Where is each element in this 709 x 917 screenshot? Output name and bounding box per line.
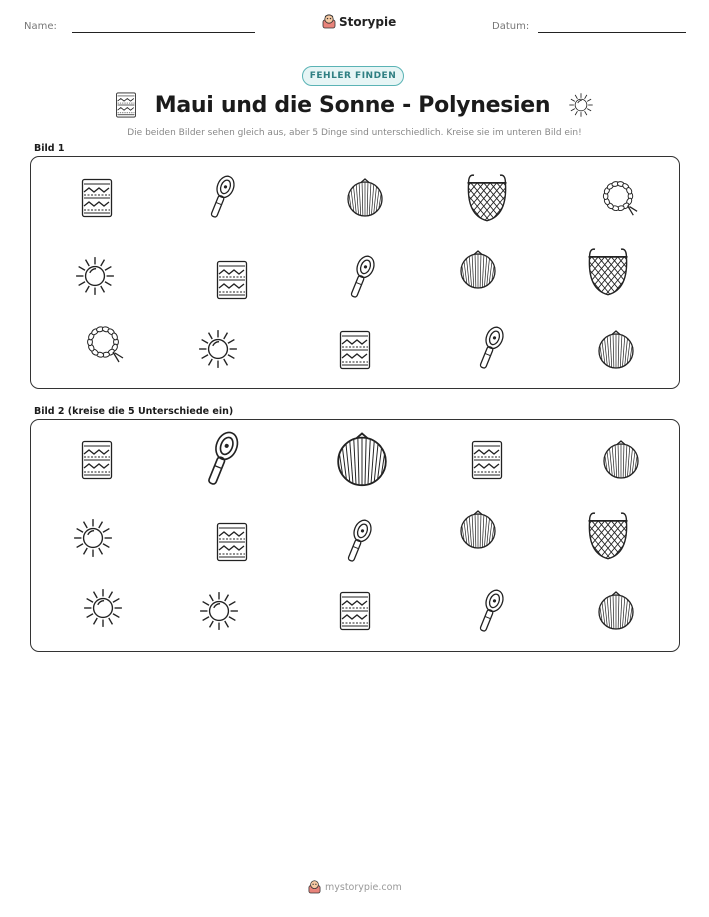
brand-logo <box>322 14 396 29</box>
footer <box>308 880 402 894</box>
sun-icon <box>74 255 116 297</box>
woven-net-bag-icon <box>585 246 631 298</box>
paddle-club-icon[interactable] <box>202 425 240 495</box>
date-label: Datum: <box>492 21 530 32</box>
tapa-cloth-icon[interactable] <box>339 589 371 633</box>
picture1-label: Bild 1 <box>34 143 65 154</box>
tapa-cloth-icon[interactable] <box>81 438 113 482</box>
tapa-cloth-icon <box>216 259 248 301</box>
woven-net-bag-icon[interactable] <box>585 510 631 562</box>
coconut-icon <box>345 177 385 219</box>
paddle-club-icon[interactable] <box>343 518 373 566</box>
storypie-mascot-icon <box>322 14 336 29</box>
coconut-icon[interactable] <box>601 438 641 482</box>
coconut-icon <box>458 247 498 293</box>
paddle-club-icon <box>475 325 505 373</box>
picture2-panel[interactable] <box>30 419 680 652</box>
sun-icon[interactable] <box>72 517 114 559</box>
coconut-icon[interactable] <box>596 588 636 634</box>
coconut-icon[interactable] <box>334 430 390 490</box>
sun-icon[interactable] <box>82 587 124 629</box>
name-line[interactable] <box>72 32 255 33</box>
sun-icon <box>568 92 594 118</box>
flower-lei-icon <box>599 177 639 219</box>
tapa-cloth-icon <box>115 92 137 118</box>
coconut-icon <box>596 327 636 373</box>
flower-lei-icon <box>83 322 125 366</box>
title-row <box>0 92 709 118</box>
coconut-icon[interactable] <box>458 507 498 553</box>
storypie-mascot-icon <box>308 880 321 894</box>
date-line[interactable] <box>538 32 686 33</box>
brand-name: Storypie <box>339 14 397 29</box>
paddle-club-icon[interactable] <box>475 588 505 636</box>
picture2-label: Bild 2 (kreise die 5 Unterschiede ein) <box>34 406 234 417</box>
name-label: Name: <box>24 21 57 32</box>
tapa-cloth-icon[interactable] <box>216 521 248 563</box>
instructions: Die beiden Bilder sehen gleich aus, aber 5 Dinge sind unterschiedlich. Kreise sie im unteren Bild ein! <box>127 128 582 138</box>
worksheet-type-badge: FEHLER FINDEN <box>302 66 404 86</box>
sun-icon <box>197 328 239 370</box>
page-title: Maui und die Sonne - Polynesien <box>154 92 551 118</box>
paddle-club-icon <box>206 174 236 222</box>
picture1-panel <box>30 156 680 389</box>
footer-url[interactable]: mystorypie.com <box>325 881 402 893</box>
tapa-cloth-icon <box>339 328 371 372</box>
tapa-cloth-icon[interactable] <box>471 438 503 482</box>
woven-net-bag-icon <box>464 172 510 224</box>
tapa-cloth-icon <box>81 176 113 220</box>
sun-icon[interactable] <box>198 590 240 632</box>
paddle-club-icon <box>346 254 376 302</box>
